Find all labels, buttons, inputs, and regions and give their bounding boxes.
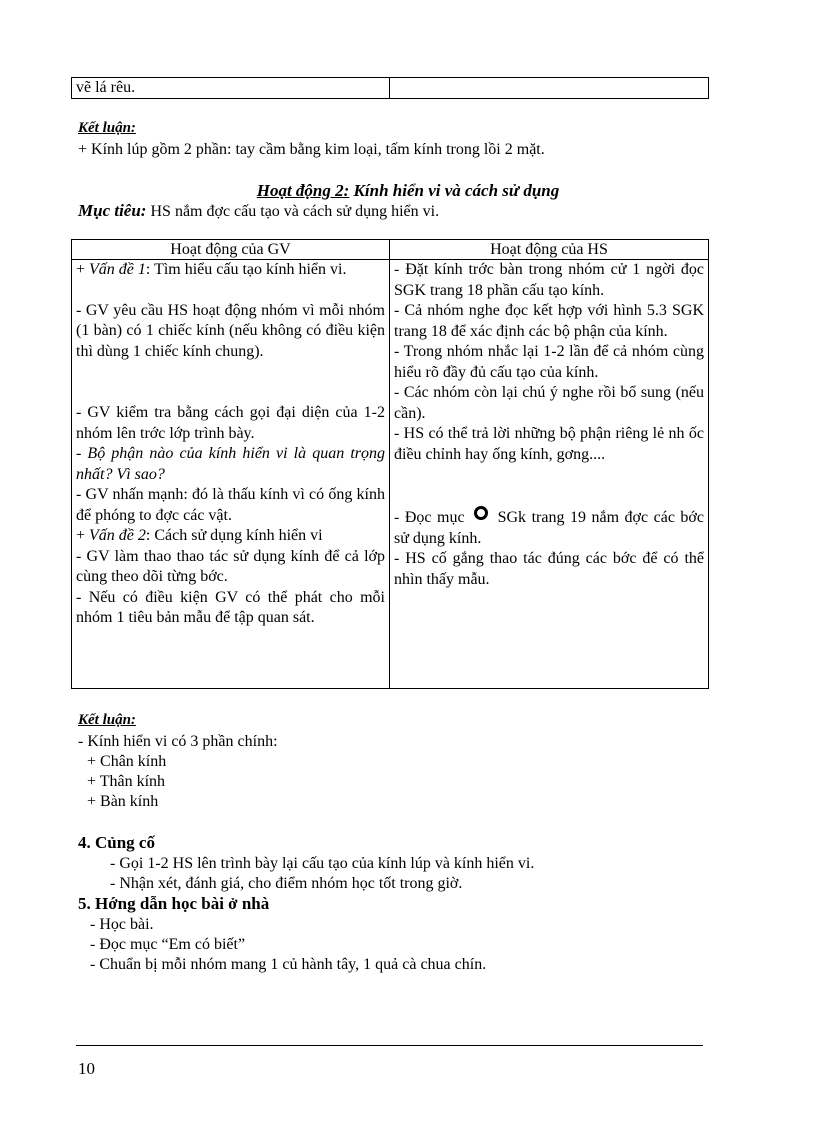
activity2-title-label: Hoạt động 2: [256,181,350,200]
gv-column [72,260,390,689]
top-table-cell-right [390,78,709,99]
section5-list [90,915,486,975]
section5-title: 5. Hớng dẫn học bài ở nhà [78,894,270,913]
footer-rule [76,1045,703,1046]
gv-issue2-text: : Cách sử dụng kính hiển vi [145,527,323,544]
gv-p2: - GV yêu cầu HS hoạt động nhóm vì mỗi nhóm (1 bàn) có 1 chiếc kính (nếu không có điều kiện thì dùng 1 chiếc kính chung). [76,301,385,360]
section5-line: - Chuẩn bị mỗi nhóm mang 1 củ hành tây, 1 quả cà chua chín. [90,956,487,973]
hs-p3: - Trong nhóm nhắc lại 1-2 lần để cả nhóm cùng hiểu rõ đầy đủ cấu tạo của kính. [394,343,704,381]
section5-line: - Học bài. [90,916,154,933]
objective-text: HS nắm đợc cấu tạo và cách sử dụng hiển vi. [146,203,440,220]
gv-issue1-text: : Tìm hiểu cấu tạo kính hiển vi. [145,261,347,278]
gv-p5: - GV nhấn mạnh: đó là thấu kính vì có ống kính để phóng to đợc các vật. [76,486,385,524]
conclusion2-list [78,732,278,812]
conclusion2-line: + Thân kính [87,773,166,790]
section5-line: - Đọc mục “Em có biết” [90,936,246,953]
circle-bullet-icon [474,506,488,520]
gv-p7: - GV làm thao thao tác sử dụng kính để cả lớp cùng theo dõi từng bớc. [76,547,385,585]
hs-p6-before: - Đọc mục [394,509,471,526]
hs-p5: - HS có thể trả lời những bộ phận riêng lẻ nh ốc điều chỉnh hay ống kính, gơng.... [394,425,704,463]
section4-line: - Nhận xét, đánh giá, cho điểm nhóm học tốt trong giờ. [110,875,463,892]
gv-p4: - Bộ phận nào của kính hiển vi là quan trọng nhất? Vì sao? [76,445,385,483]
hs-column [390,260,709,689]
gv-issue1 [76,260,385,281]
conclusion2-label: Kết luận: [78,712,136,728]
activity-table [71,239,709,689]
gv-p3: - GV kiểm tra bằng cách gọi đại diện của 1-2 nhóm lên trớc lớp trình bày. [76,404,385,442]
conclusion2-line: + Bàn kính [87,793,159,810]
gv-issue2-label: Vấn đề 2 [89,527,146,544]
gv-p8: - Nếu có điều kiện GV có thể phát cho mỗi nhóm 1 tiêu bản mẫu để tập quan sát. [76,588,385,626]
section4-list [110,854,534,894]
header-gv: Hoạt động của GV [72,240,390,260]
hs-p1: - Đặt kính trớc bàn trong nhóm cử 1 ngời đọc SGK trang 18 phần cấu tạo kính. [394,261,704,299]
objective-label: Mục tiêu: [78,201,147,220]
activity2-objective [78,201,439,222]
gv-issue1-prefix: + [76,261,90,278]
hs-p4: - Các nhóm còn lại chú ý nghe rồi bổ sung (nếu cần). [394,384,704,422]
conclusion2-line: + Chân kính [87,753,167,770]
header-hs: Hoạt động của HS [390,240,709,260]
activity2-title-text: Kính hiển vi và cách sử dụng [349,181,560,200]
gv-issue2-prefix: + [76,527,90,544]
gv-issue2 [76,526,385,547]
section4-line: - Gọi 1-2 HS lên trình bày lại cấu tạo của kính lúp và kính hiển vi. [110,855,535,872]
hs-p7: - HS cố gắng thao tác đúng các bớc để có thể nhìn thấy mẫu. [394,550,704,588]
hs-p6 [394,506,704,549]
gv-issue1-label: Vấn đề 1 [89,261,146,278]
top-table [71,77,709,99]
hs-p2: - Cả nhóm nghe đọc kết hợp với hình 5.3 SGK trang 18 để xác định các bộ phận của kính. [394,302,704,340]
conclusion1-text: + Kính lúp gồm 2 phần: tay cầm bằng kim loại, tấm kính trong lồi 2 mặt. [78,141,545,158]
top-table-cell-left: vẽ lá rêu. [72,78,390,99]
activity2-title [0,181,816,201]
conclusion2-line: - Kính hiển vi có 3 phần chính: [78,733,278,750]
hs-p6-after: SGk trang 19 nắm đợc các bớc sử dụng kính. [394,509,704,547]
page-number: 10 [78,1059,95,1078]
section4-title: 4. Củng cố [78,833,155,852]
conclusion1-label: Kết luận: [78,120,136,136]
